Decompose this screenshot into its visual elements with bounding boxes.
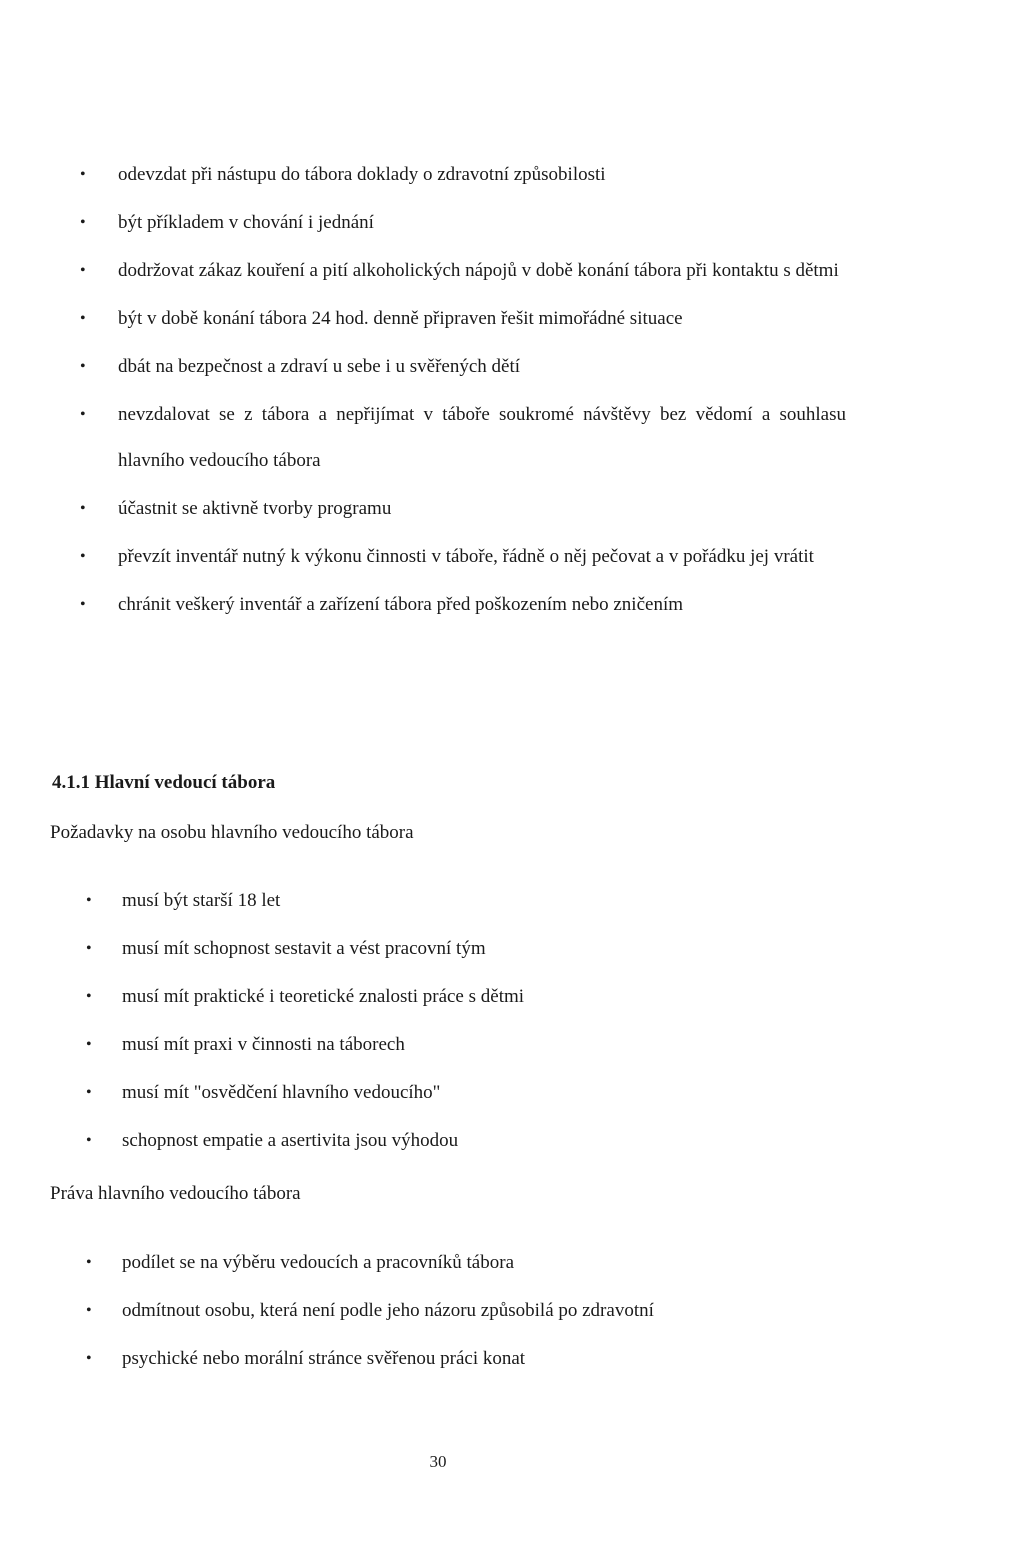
bullet-icon: • xyxy=(80,166,86,183)
list-item-text: dbát na bezpečnost a zdraví u sebe i u svěřených dětí xyxy=(118,356,521,377)
bullet-icon: • xyxy=(80,358,86,375)
list-item-text: musí být starší 18 let xyxy=(122,890,281,911)
rights-list xyxy=(0,1240,1024,1384)
list-item xyxy=(0,1336,1024,1382)
list-item-text: psychické nebo morální stránce svěřenou práci konat xyxy=(122,1348,526,1369)
bullet-icon: • xyxy=(86,1254,92,1271)
list-item xyxy=(0,534,1024,580)
list-item xyxy=(0,582,1024,628)
bullet-icon: • xyxy=(86,940,92,957)
list-item-text: musí mít praktické i teoretické znalosti práce s dětmi xyxy=(122,986,525,1007)
list-item-text: odevzdat při nástupu do tábora doklady o zdravotní způsobilosti xyxy=(118,164,606,185)
bullet-icon: • xyxy=(86,892,92,909)
list-item-text: být příkladem v chování i jednání xyxy=(118,212,374,233)
list-item-text: schopnost empatie a asertivita jsou výhodou xyxy=(122,1130,459,1151)
list-item-text: převzít inventář nutný k výkonu činnosti v táboře, řádně o něj pečovat a v pořádku jej vrátit xyxy=(118,546,814,567)
list-item-text: účastnit se aktivně tvorby programu xyxy=(118,498,392,519)
list-item xyxy=(0,248,1024,294)
bullet-icon: • xyxy=(80,406,86,423)
list-item xyxy=(0,1288,1024,1334)
section-heading: 4.1.1 Hlavní vedoucí tábora xyxy=(52,772,276,793)
list-item xyxy=(0,926,1024,972)
list-item xyxy=(0,392,1024,484)
list-item-text: chránit veškerý inventář a zařízení tábora před poškozením nebo zničením xyxy=(118,594,684,615)
bullet-icon: • xyxy=(80,596,86,613)
list-item xyxy=(0,152,1024,198)
bullet-icon: • xyxy=(86,988,92,1005)
list-item-text: musí mít praxi v činnosti na táborech xyxy=(122,1034,405,1055)
list-item xyxy=(0,344,1024,390)
list-item xyxy=(0,974,1024,1020)
requirements-list xyxy=(0,878,1024,1166)
bullet-icon: • xyxy=(86,1350,92,1367)
list-item xyxy=(0,296,1024,342)
bullet-icon: • xyxy=(86,1132,92,1149)
list-item-text: podílet se na výběru vedoucích a pracovníků tábora xyxy=(122,1252,514,1273)
list-item xyxy=(0,200,1024,246)
bullet-icon: • xyxy=(86,1302,92,1319)
bullet-icon: • xyxy=(80,262,86,279)
list-item-text: musí mít schopnost sestavit a vést pracovní tým xyxy=(122,938,486,959)
list-item xyxy=(0,878,1024,924)
list-item-text: odmítnout osobu, která není podle jeho názoru způsobilá po zdravotní xyxy=(122,1300,654,1321)
bullet-icon: • xyxy=(80,548,86,565)
bullet-icon: • xyxy=(80,310,86,327)
list-item-text: nevzdalovat se z tábora a nepřijímat v táboře soukromé návštěvy bez vědomí a souhlasu hlavního vedoucího tábora xyxy=(118,404,846,471)
list-item xyxy=(0,1022,1024,1068)
list-item xyxy=(0,486,1024,532)
list-item-text: dodržovat zákaz kouření a pití alkoholických nápojů v době konání tábora při kontaktu s dětmi xyxy=(118,260,839,281)
duties-list xyxy=(0,152,1024,630)
list-item xyxy=(0,1240,1024,1286)
bullet-icon: • xyxy=(80,500,86,517)
page-number: 30 xyxy=(429,1452,447,1471)
bullet-icon: • xyxy=(86,1036,92,1053)
list-item xyxy=(0,1118,1024,1164)
requirements-subheading: Požadavky na osobu hlavního vedoucího tábora xyxy=(50,822,414,843)
bullet-icon: • xyxy=(86,1084,92,1101)
list-item-text: být v době konání tábora 24 hod. denně připraven řešit mimořádné situace xyxy=(118,308,683,329)
list-item xyxy=(0,1070,1024,1116)
rights-subheading: Práva hlavního vedoucího tábora xyxy=(50,1183,301,1204)
bullet-icon: • xyxy=(80,214,86,231)
list-item-text: musí mít "osvědčení hlavního vedoucího" xyxy=(122,1082,441,1103)
